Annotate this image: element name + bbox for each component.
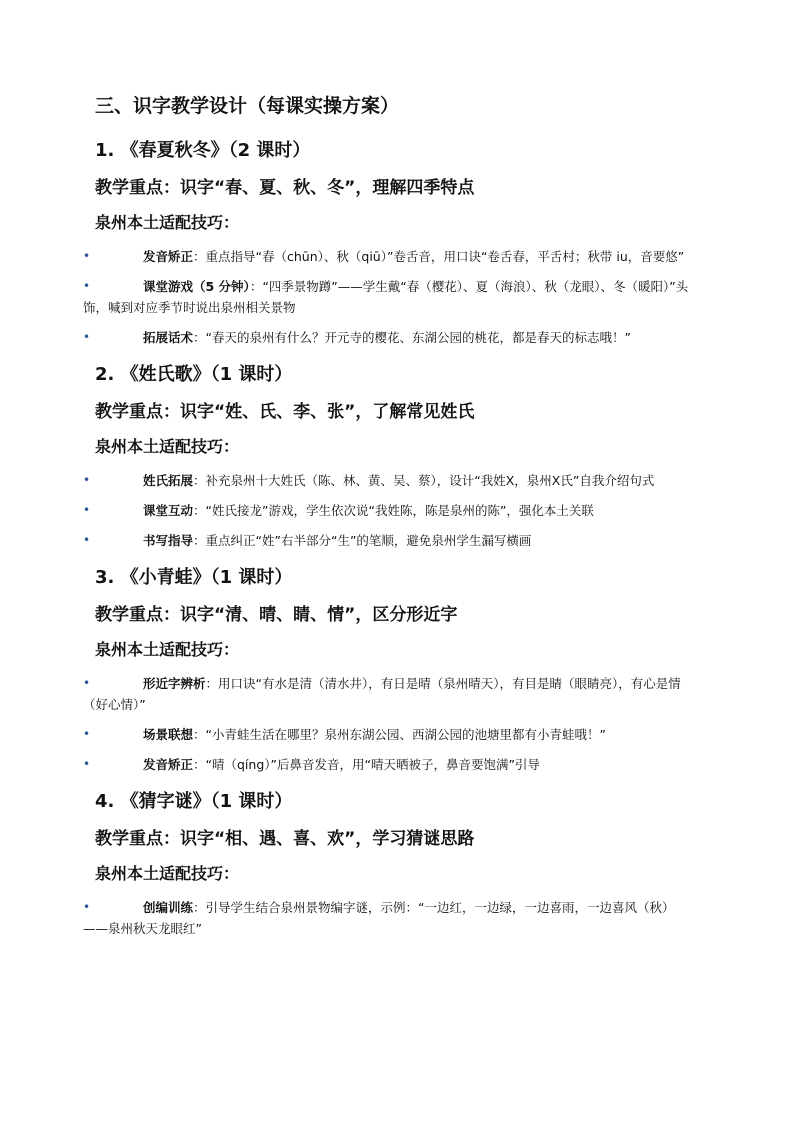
item-keyword: 课堂游戏（5 分钟） <box>143 279 250 294</box>
lesson-title: 3. 《小青蛙》（1 课时） <box>95 567 293 588</box>
lesson-section-3 <box>83 565 695 775</box>
lesson-focus: 教学重点：识字“春、夏、秋、冬”，理解四季特点 <box>95 178 475 198</box>
lesson-focus: 教学重点：识字“清、晴、睛、情”，区分形近字 <box>95 605 458 625</box>
list-item <box>83 897 695 939</box>
item-keyword: 创编训练 <box>143 900 194 915</box>
item-keyword: 课堂互动 <box>143 503 194 518</box>
bullet-icon: • <box>83 330 91 344</box>
bullet-icon: • <box>83 249 91 263</box>
tips-title: 泉州本土适配技巧： <box>95 640 240 659</box>
item-keyword: 形近字辨析 <box>143 676 206 691</box>
bullet-icon: • <box>83 473 91 487</box>
lesson-title: 1. 《春夏秋冬》（2 课时） <box>95 140 311 161</box>
list-item <box>83 470 695 491</box>
item-text: ：补充泉州十大姓氏（陈、林、黄、吴、蔡），设计“我姓X，泉州X氏”自我介绍句式 <box>193 473 655 488</box>
item-keyword: 场景联想 <box>143 727 194 742</box>
lesson-focus: 教学重点：识字“相、遇、喜、欢”，学习猜谜思路 <box>95 829 475 849</box>
bullet-icon: • <box>83 279 91 293</box>
lesson-title: 4. 《猜字谜》（1 课时） <box>95 791 293 812</box>
list-item <box>83 530 695 551</box>
item-text: ：“姓氏接龙”游戏，学生依次说“我姓陈，陈是泉州的陈”，强化本土关联 <box>193 503 594 518</box>
list-item <box>83 246 695 267</box>
bullet-icon: • <box>83 727 91 741</box>
item-text: ：重点纠正“姓”右半部分“生”的笔顺，避免泉州学生漏写横画 <box>193 533 532 548</box>
item-text: ：“晴（qíng）”后鼻音发音，用“晴天晒被子，鼻音要饱满”引导 <box>193 757 540 772</box>
item-text: ：“小青蛙生活在哪里？泉州东湖公园、西湖公园的池塘里都有小青蛙哦！” <box>193 727 606 742</box>
lesson-section-4 <box>83 789 695 939</box>
list-item <box>83 276 695 318</box>
tips-list <box>83 897 695 939</box>
tips-list <box>83 673 695 775</box>
item-keyword: 姓氏拓展 <box>143 473 194 488</box>
bullet-icon: • <box>83 533 91 547</box>
document-page <box>83 92 695 953</box>
tips-title: 泉州本土适配技巧： <box>95 437 240 456</box>
list-item <box>83 327 695 348</box>
item-text: ：用口诀“有水是清（清水井），有日是晴（泉州晴天），有目是睛（眼睛亮），有心是情（好心情）” <box>83 676 681 712</box>
tips-title: 泉州本土适配技巧： <box>95 213 240 232</box>
bullet-icon: • <box>83 676 91 690</box>
list-item <box>83 724 695 745</box>
lesson-title: 2. 《姓氏歌》（1 课时） <box>95 364 293 385</box>
item-keyword: 拓展话术 <box>143 330 194 345</box>
tips-list <box>83 470 695 551</box>
section-heading: 三、识字教学设计（每课实操方案） <box>95 95 400 117</box>
list-item <box>83 500 695 521</box>
item-keyword: 发音矫正 <box>143 249 194 264</box>
item-keyword: 发音矫正 <box>143 757 194 772</box>
lesson-focus: 教学重点：识字“姓、氏、李、张”，了解常见姓氏 <box>95 402 475 422</box>
item-text: ：“春天的泉州有什么？开元寺的樱花、东湖公园的桃花，都是春天的标志哦！” <box>193 330 631 345</box>
list-item <box>83 754 695 775</box>
item-text: ：重点指导“春（chūn）、秋（qiū）”卷舌音，用口诀“卷舌春，平舌村；秋带 iu，音要悠” <box>193 249 685 264</box>
item-keyword: 书写指导 <box>143 533 194 548</box>
lesson-section-1 <box>83 138 695 348</box>
lesson-section-2 <box>83 362 695 551</box>
bullet-icon: • <box>83 757 91 771</box>
bullet-icon: • <box>83 900 91 914</box>
item-text: ：引导学生结合泉州景物编字谜，示例：“一边红，一边绿，一边喜雨，一边喜风（秋）——泉州秋天龙眼红” <box>83 900 675 936</box>
tips-list <box>83 246 695 348</box>
tips-title: 泉州本土适配技巧： <box>95 864 240 883</box>
item-text: ：“四季景物蹲”——学生戴“春（樱花）、夏（海浪）、秋（龙眼）、冬（暖阳）”头饰，喊到对应季节时说出泉州相关景物 <box>83 279 689 315</box>
bullet-icon: • <box>83 503 91 517</box>
list-item <box>83 673 695 715</box>
